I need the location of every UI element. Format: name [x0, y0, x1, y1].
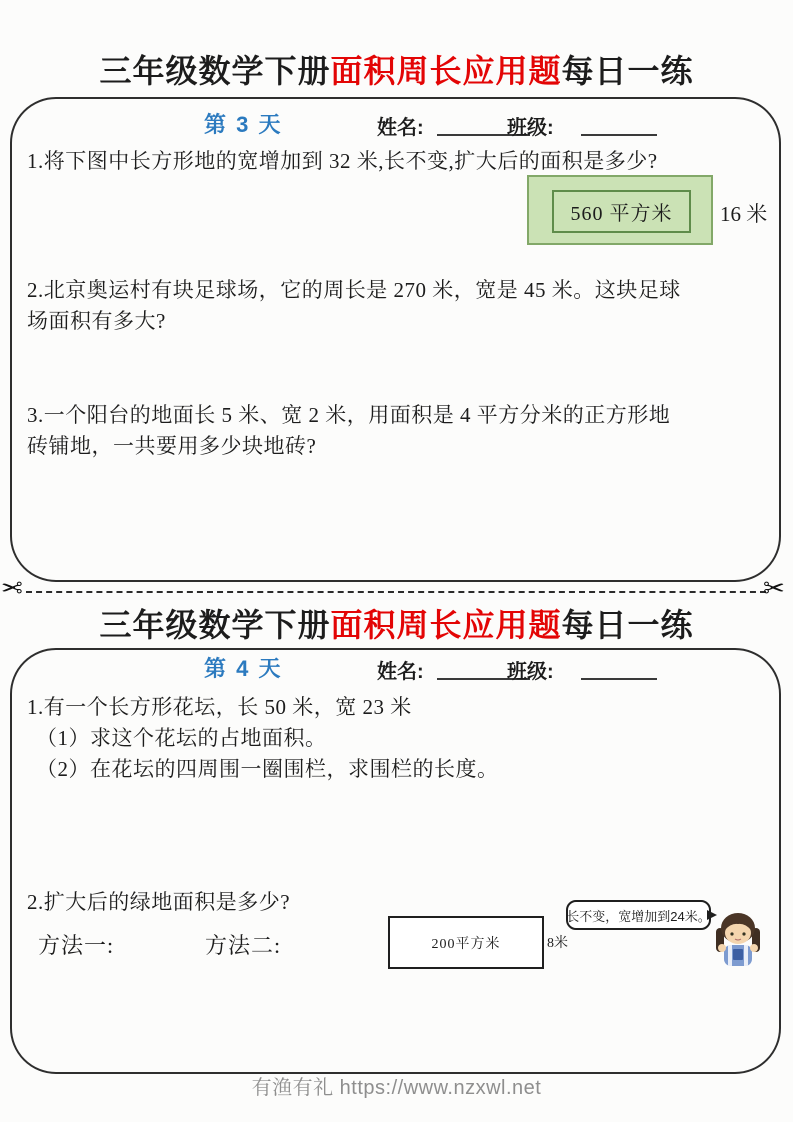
title-part-red: 面积周长应用题	[330, 607, 562, 643]
day3-label: 第 3 天	[204, 112, 283, 137]
title-part-black-left: 三年级数学下册	[99, 607, 331, 643]
day3-problem-1: 1.将下图中长方形地的宽增加到 32 米,长不变,扩大后的面积是多少?	[27, 149, 658, 173]
day4-problem-1-sub1: （1）求这个花坛的占地面积。	[36, 726, 327, 750]
title-part-red: 面积周长应用题	[330, 53, 562, 89]
day4-class-blank	[581, 656, 657, 680]
day3-class-blank	[581, 112, 657, 136]
day4-figure-rectangle	[388, 916, 544, 969]
day4-method1-label: 方法一:	[38, 933, 115, 958]
day3-name-label: 姓名:	[377, 117, 424, 139]
cartoon-girl-icon	[712, 911, 764, 969]
scissors-right-icon: ✂	[763, 574, 785, 604]
speech-bubble-text: 长不变，宽增加到24米。	[566, 908, 711, 924]
day4-method2-label: 方法二:	[205, 933, 282, 958]
footer-credit: 有渔有礼 https://www.nzxwl.net	[251, 1077, 542, 1099]
worksheet-title-1	[0, 46, 793, 92]
day4-figure-side-label: 8米	[547, 936, 568, 951]
day3-problem-2-line2: 场面积有多大?	[27, 309, 166, 333]
scissors-left-icon: ✂	[1, 574, 23, 604]
day4-problem-1-sub2: （2）在花坛的四周围一圈围栏，求围栏的长度。	[36, 757, 499, 781]
day3-figure-inner-rectangle	[552, 190, 691, 233]
title-part-black-right: 每日一练	[561, 53, 694, 89]
day4-problem-1: 1.有一个长方形花坛，长 50 米，宽 23 米	[27, 695, 412, 719]
day4-label: 第 4 天	[204, 656, 283, 681]
title-part-black-right: 每日一练	[561, 607, 694, 643]
worksheet-title-2	[0, 600, 793, 646]
day4-name-label: 姓名:	[377, 661, 424, 683]
title-part-black-left: 三年级数学下册	[99, 53, 331, 89]
day4-problem-2: 2.扩大后的绿地面积是多少?	[27, 890, 291, 914]
speech-bubble	[566, 900, 711, 930]
day3-class-label: 班级:	[507, 117, 554, 139]
day3-problem-3-line1: 3.一个阳台的地面长 5 米、宽 2 米，用面积是 4 平方分米的正方形地	[27, 403, 671, 427]
cut-dashed-line	[26, 591, 766, 593]
day4-class-label: 班级:	[507, 661, 554, 683]
day3-figure-rectangle	[527, 175, 713, 245]
day3-problem-2-line1: 2.北京奥运村有块足球场，它的周长是 270 米，宽是 45 米。这块足球	[27, 278, 681, 302]
day3-figure-area-label: 560 平方米	[570, 203, 673, 225]
day3-figure-side-label: 16 米	[720, 202, 768, 226]
day3-problem-3-line2: 砖铺地，一共要用多少块地砖?	[27, 434, 317, 458]
day4-figure-area-label: 200平方米	[431, 936, 501, 952]
